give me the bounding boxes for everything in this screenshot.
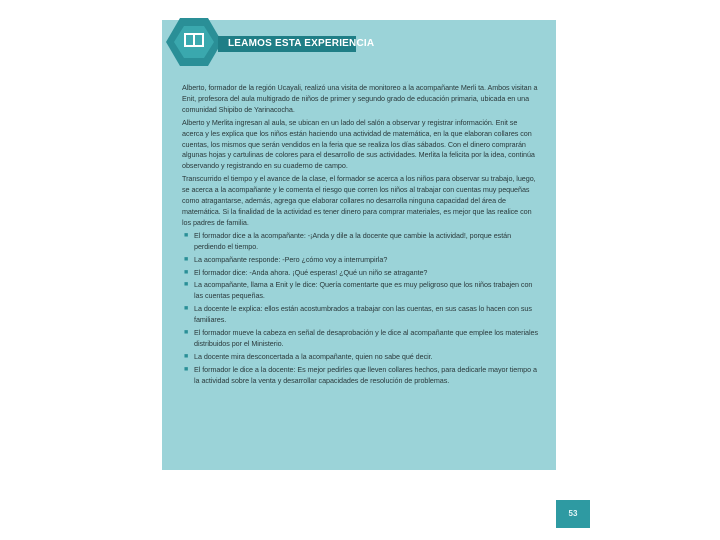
- dialogue-text: La docente le explica: ellos están acostumbrados a trabajar con las cuentas, en sus casas lo hacen con sus familiares.: [194, 304, 532, 325]
- dialogue-item: [182, 328, 540, 350]
- dialogue-item: [182, 365, 540, 387]
- bullet-icon: ■: [184, 365, 189, 373]
- section-title: LEAMOS ESTA EXPERIENCIA: [228, 38, 375, 49]
- dialogue-text: La acompañante, llama a Enit y le dice: Quería comentarte que es muy peligroso que los niños trabajen con las cuentas pequeñas.: [194, 280, 533, 301]
- intro-paragraph-1: Alberto, formador de la región Ucayali, realizó una visita de monitoreo a la acompañante Merli ta. Ambos visitan a Enit, profesora del aula multigrado de niños de primer y segundo grado de educación primaria, ubicada en una comunidad Shipibo de Yarinacocha.: [182, 83, 538, 114]
- open-book-icon: [184, 33, 204, 47]
- dialogue-text: El formador mueve la cabeza en señal de desaprobación y le dice al acompañante que emplee los materiales distribuidos por el Ministerio.: [194, 328, 539, 348]
- dialogue-list: [182, 231, 540, 387]
- dialogue-text: La docente mira desconcertada a la acompañante, quien no sabe qué decir.: [194, 351, 433, 361]
- dialogue-text: El formador dice: -Anda ahora. ¡Qué esperas! ¿Qué un niño se atragante?: [194, 267, 428, 277]
- bullet-icon: ■: [184, 268, 189, 276]
- intro-paragraph-2: Alberto y Merlita ingresan al aula, se ubican en un lado del salón a observar y registrar información. Enit se acerca y les explica que los niños están haciendo una actividad de matemática, en la que elaboran collares con cuentas, los mismos que serán vendidos en la feria que se realiza los días sábados. Con el dinero comprarán algunas hojas y cartulinas de colores para el desarrollo de sus actividades. Merlita la felicita por la idea, continúa observando y registrando en su cuaderno de campo.: [182, 117, 535, 171]
- dialogue-item: [182, 268, 540, 279]
- dialogue-item: [182, 231, 540, 253]
- dialogue-item: [182, 280, 540, 302]
- bullet-icon: ■: [184, 231, 189, 239]
- bullet-icon: ■: [184, 352, 189, 360]
- dialogue-text: El formador le dice a la docente: Es mejor pedirles que lleven collares hechos, para dedicarle mayor tiempo a la actividad sobre la venta y desarrollar capacidades de resolución de problemas.: [194, 364, 537, 385]
- bullet-icon: ■: [184, 255, 189, 263]
- bullet-icon: ■: [184, 329, 189, 337]
- dialogue-text: La acompañante responde: -Pero ¿cómo voy a interrumpirla?: [194, 254, 388, 264]
- bullet-icon: ■: [184, 305, 189, 313]
- dialogue-item: [182, 304, 540, 326]
- intro-paragraph-3: Transcurrido el tiempo y el avance de la clase, el formador se acerca a los niños para observar su trabajo, luego, se acerca a la acompañante y le comenta el riesgo que corren los niños al trabajar con cuentas muy pequeñas como atragantarse, además, agrega que elaborar collares no desarrolla ninguna capacidad del área de matemática. Si la finalidad de la actividad es tener dinero para comprar materiales, es mejor que las realice con los padres de familia.: [182, 174, 536, 227]
- bullet-icon: ■: [184, 281, 189, 289]
- page-number: 53: [568, 509, 578, 518]
- dialogue-item: [182, 255, 540, 266]
- dialogue-text: El formador dice a la acompañante: -¡Anda y dile a la docente que cambie la actividad!, porque están perdiendo el tiempo.: [194, 230, 512, 251]
- dialogue-item: [182, 352, 540, 363]
- body-text: [182, 83, 540, 389]
